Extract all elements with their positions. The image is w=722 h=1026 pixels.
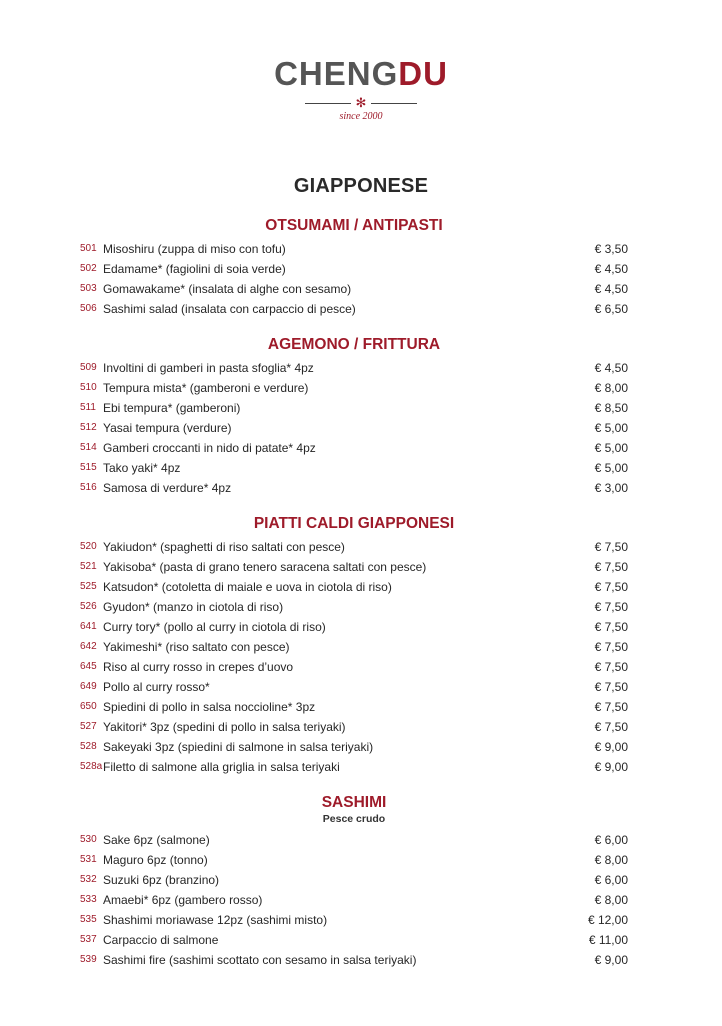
item-number: 506: [80, 303, 97, 314]
item-price: € 3,00: [594, 481, 628, 495]
item-price: € 12,00: [587, 913, 628, 927]
menu-list: [80, 216, 628, 970]
menu-item: [80, 737, 628, 757]
item-price: € 11,00: [588, 933, 628, 947]
item-number: 641: [80, 621, 97, 632]
logo-word-part1: CHENG: [274, 55, 399, 92]
item-price: € 3,50: [594, 242, 628, 256]
item-number: 509: [80, 362, 97, 373]
menu-item: [80, 950, 628, 970]
item-name: Carpaccio di salmone: [103, 933, 219, 947]
menu-item: [80, 870, 628, 890]
item-price: € 7,50: [594, 680, 628, 694]
item-number: 528a: [80, 761, 103, 772]
item-number: 510: [80, 382, 97, 393]
menu-item: [80, 910, 628, 930]
item-name: Sashimi fire (sashimi scottato con sesamo in salsa teriyaki): [103, 953, 417, 967]
item-number: 520: [80, 541, 97, 552]
item-price: € 4,50: [594, 262, 628, 276]
item-price: € 5,00: [594, 421, 628, 435]
menu-item: [80, 597, 628, 617]
item-name: Suzuki 6pz (branzino): [103, 873, 220, 887]
item-name: Misoshiru (zuppa di miso con tofu): [103, 242, 286, 256]
menu-item: [80, 717, 628, 737]
menu-item: [80, 418, 628, 438]
menu-item: [80, 478, 628, 498]
item-name: Spiedini di pollo in salsa noccioline* 3pz: [103, 700, 316, 714]
item-price: € 7,50: [594, 580, 628, 594]
item-name: Yasai tempura (verdure): [103, 421, 232, 435]
item-name: Yakimeshi* (riso saltato con pesce): [103, 640, 290, 654]
item-number: 528: [80, 741, 97, 752]
item-number: 503: [80, 283, 97, 294]
menu-item: [80, 930, 628, 950]
menu-item: [80, 259, 628, 279]
menu-item: [80, 358, 628, 378]
menu-item: [80, 537, 628, 557]
item-price: € 5,00: [594, 461, 628, 475]
item-number: 521: [80, 561, 97, 572]
item-number: 650: [80, 701, 97, 712]
logo-word-part2: DU: [398, 55, 448, 92]
item-price: € 6,50: [594, 302, 628, 316]
item-price: € 7,50: [594, 720, 628, 734]
item-name: Shashimi moriawase 12pz (sashimi misto): [103, 913, 328, 927]
section-title: AGEMONO / FRITTURA: [267, 336, 441, 353]
menu-item: [80, 378, 628, 398]
menu-item: [80, 279, 628, 299]
item-price: € 6,00: [594, 833, 628, 847]
item-price: € 6,00: [594, 873, 628, 887]
section-gap: [80, 319, 628, 335]
item-price: € 5,00: [594, 441, 628, 455]
item-name: Tako yaki* 4pz: [103, 461, 181, 475]
item-name: Sake 6pz (salmone): [103, 833, 210, 847]
item-number: 527: [80, 721, 97, 732]
item-name: Ebi tempura* (gamberoni): [103, 401, 241, 415]
item-price: € 7,50: [594, 660, 628, 674]
item-number: 511: [80, 402, 96, 413]
item-number: 537: [80, 934, 97, 945]
item-price: € 7,50: [594, 700, 628, 714]
item-name: Riso al curry rosso in crepes d’uovo: [103, 660, 294, 674]
item-number: 526: [80, 601, 97, 612]
item-name: Sashimi salad (insalata con carpaccio di pesce): [103, 302, 356, 316]
item-price: € 8,50: [594, 401, 628, 415]
item-name: Yakisoba* (pasta di grano tenero saracena saltati con pesce): [103, 560, 427, 574]
item-name: Yakitori* 3pz (spedini di pollo in salsa teriyaki): [103, 720, 346, 734]
page-title: GIAPPONESE: [293, 175, 429, 197]
item-price: € 4,50: [594, 282, 628, 296]
menu-item: [80, 398, 628, 418]
menu-item: [80, 757, 628, 777]
item-number: 502: [80, 263, 97, 274]
restaurant-logo: [0, 56, 722, 122]
menu-item: [80, 637, 628, 657]
item-price: € 7,50: [594, 640, 628, 654]
section-title: SASHIMI: [321, 794, 387, 811]
section-subtitle: Pesce crudo: [322, 813, 386, 825]
menu-item: [80, 677, 628, 697]
item-price: € 9,00: [594, 760, 628, 774]
item-price: € 8,00: [594, 381, 628, 395]
item-number: 532: [80, 874, 97, 885]
item-price: € 7,50: [594, 560, 628, 574]
item-number: 514: [80, 442, 97, 453]
section-gap: [80, 498, 628, 514]
item-number: 516: [80, 482, 97, 493]
item-number: 642: [80, 641, 97, 652]
item-name: Filetto di salmone alla griglia in salsa teriyaki: [103, 760, 340, 774]
item-name: Gamberi croccanti in nido di patate* 4pz: [103, 441, 316, 455]
logo-wordmark: [0, 56, 722, 92]
logo-since: since 2000: [339, 111, 383, 122]
item-name: Katsudon* (cotoletta di maiale e uova in ciotola di riso): [103, 580, 392, 594]
item-price: € 4,50: [594, 361, 628, 375]
section-title: OTSUMAMI / ANTIPASTI: [265, 217, 443, 234]
item-price: € 7,50: [594, 540, 628, 554]
item-name: Edamame* (fagiolini di soia verde): [103, 262, 286, 276]
item-name: Sakeyaki 3pz (spiedini di salmone in salsa teriyaki): [103, 740, 374, 754]
section-title: PIATTI CALDI GIAPPONESI: [253, 515, 455, 532]
item-name: Maguro 6pz (tonno): [103, 853, 208, 867]
menu-item: [80, 239, 628, 259]
item-number: 531: [80, 854, 97, 865]
item-price: € 7,50: [594, 620, 628, 634]
menu-item: [80, 830, 628, 850]
menu-item: [80, 557, 628, 577]
flower-icon: ✻: [355, 95, 367, 110]
item-number: 501: [80, 243, 97, 254]
item-number: 530: [80, 834, 97, 845]
item-name: Yakiudon* (spaghetti di riso saltati con pesce): [103, 540, 345, 554]
item-name: Involtini di gamberi in pasta sfoglia* 4pz: [103, 361, 314, 375]
menu-item: [80, 850, 628, 870]
item-number: 645: [80, 661, 97, 672]
item-name: Pollo al curry rosso*: [103, 680, 210, 694]
item-name: Curry tory* (pollo al curry in ciotola di riso): [103, 620, 326, 634]
menu-item: [80, 438, 628, 458]
item-name: Tempura mista* (gamberoni e verdure): [103, 381, 309, 395]
menu-item: [80, 299, 628, 319]
item-name: Gyudon* (manzo in ciotola di riso): [103, 600, 284, 614]
item-name: Amaebi* 6pz (gambero rosso): [103, 893, 263, 907]
item-number: 525: [80, 581, 97, 592]
menu-item: [80, 617, 628, 637]
item-price: € 8,00: [594, 853, 628, 867]
item-number: 515: [80, 462, 97, 473]
item-number: 649: [80, 681, 97, 692]
item-price: € 8,00: [594, 893, 628, 907]
menu-item: [80, 890, 628, 910]
menu-item: [80, 458, 628, 478]
section-gap: [80, 777, 628, 793]
item-number: 512: [80, 422, 97, 433]
item-number: 533: [80, 894, 97, 905]
item-price: € 9,00: [594, 953, 628, 967]
item-name: Samosa di verdure* 4pz: [103, 481, 232, 495]
item-name: Gomawakame* (insalata di alghe con sesamo): [103, 282, 352, 296]
menu-item: [80, 577, 628, 597]
item-number: 539: [80, 954, 97, 965]
menu-item: [80, 697, 628, 717]
item-price: € 9,00: [594, 740, 628, 754]
menu-item: [80, 657, 628, 677]
item-number: 535: [80, 914, 97, 925]
item-price: € 7,50: [594, 600, 628, 614]
logo-divider: [305, 96, 417, 110]
